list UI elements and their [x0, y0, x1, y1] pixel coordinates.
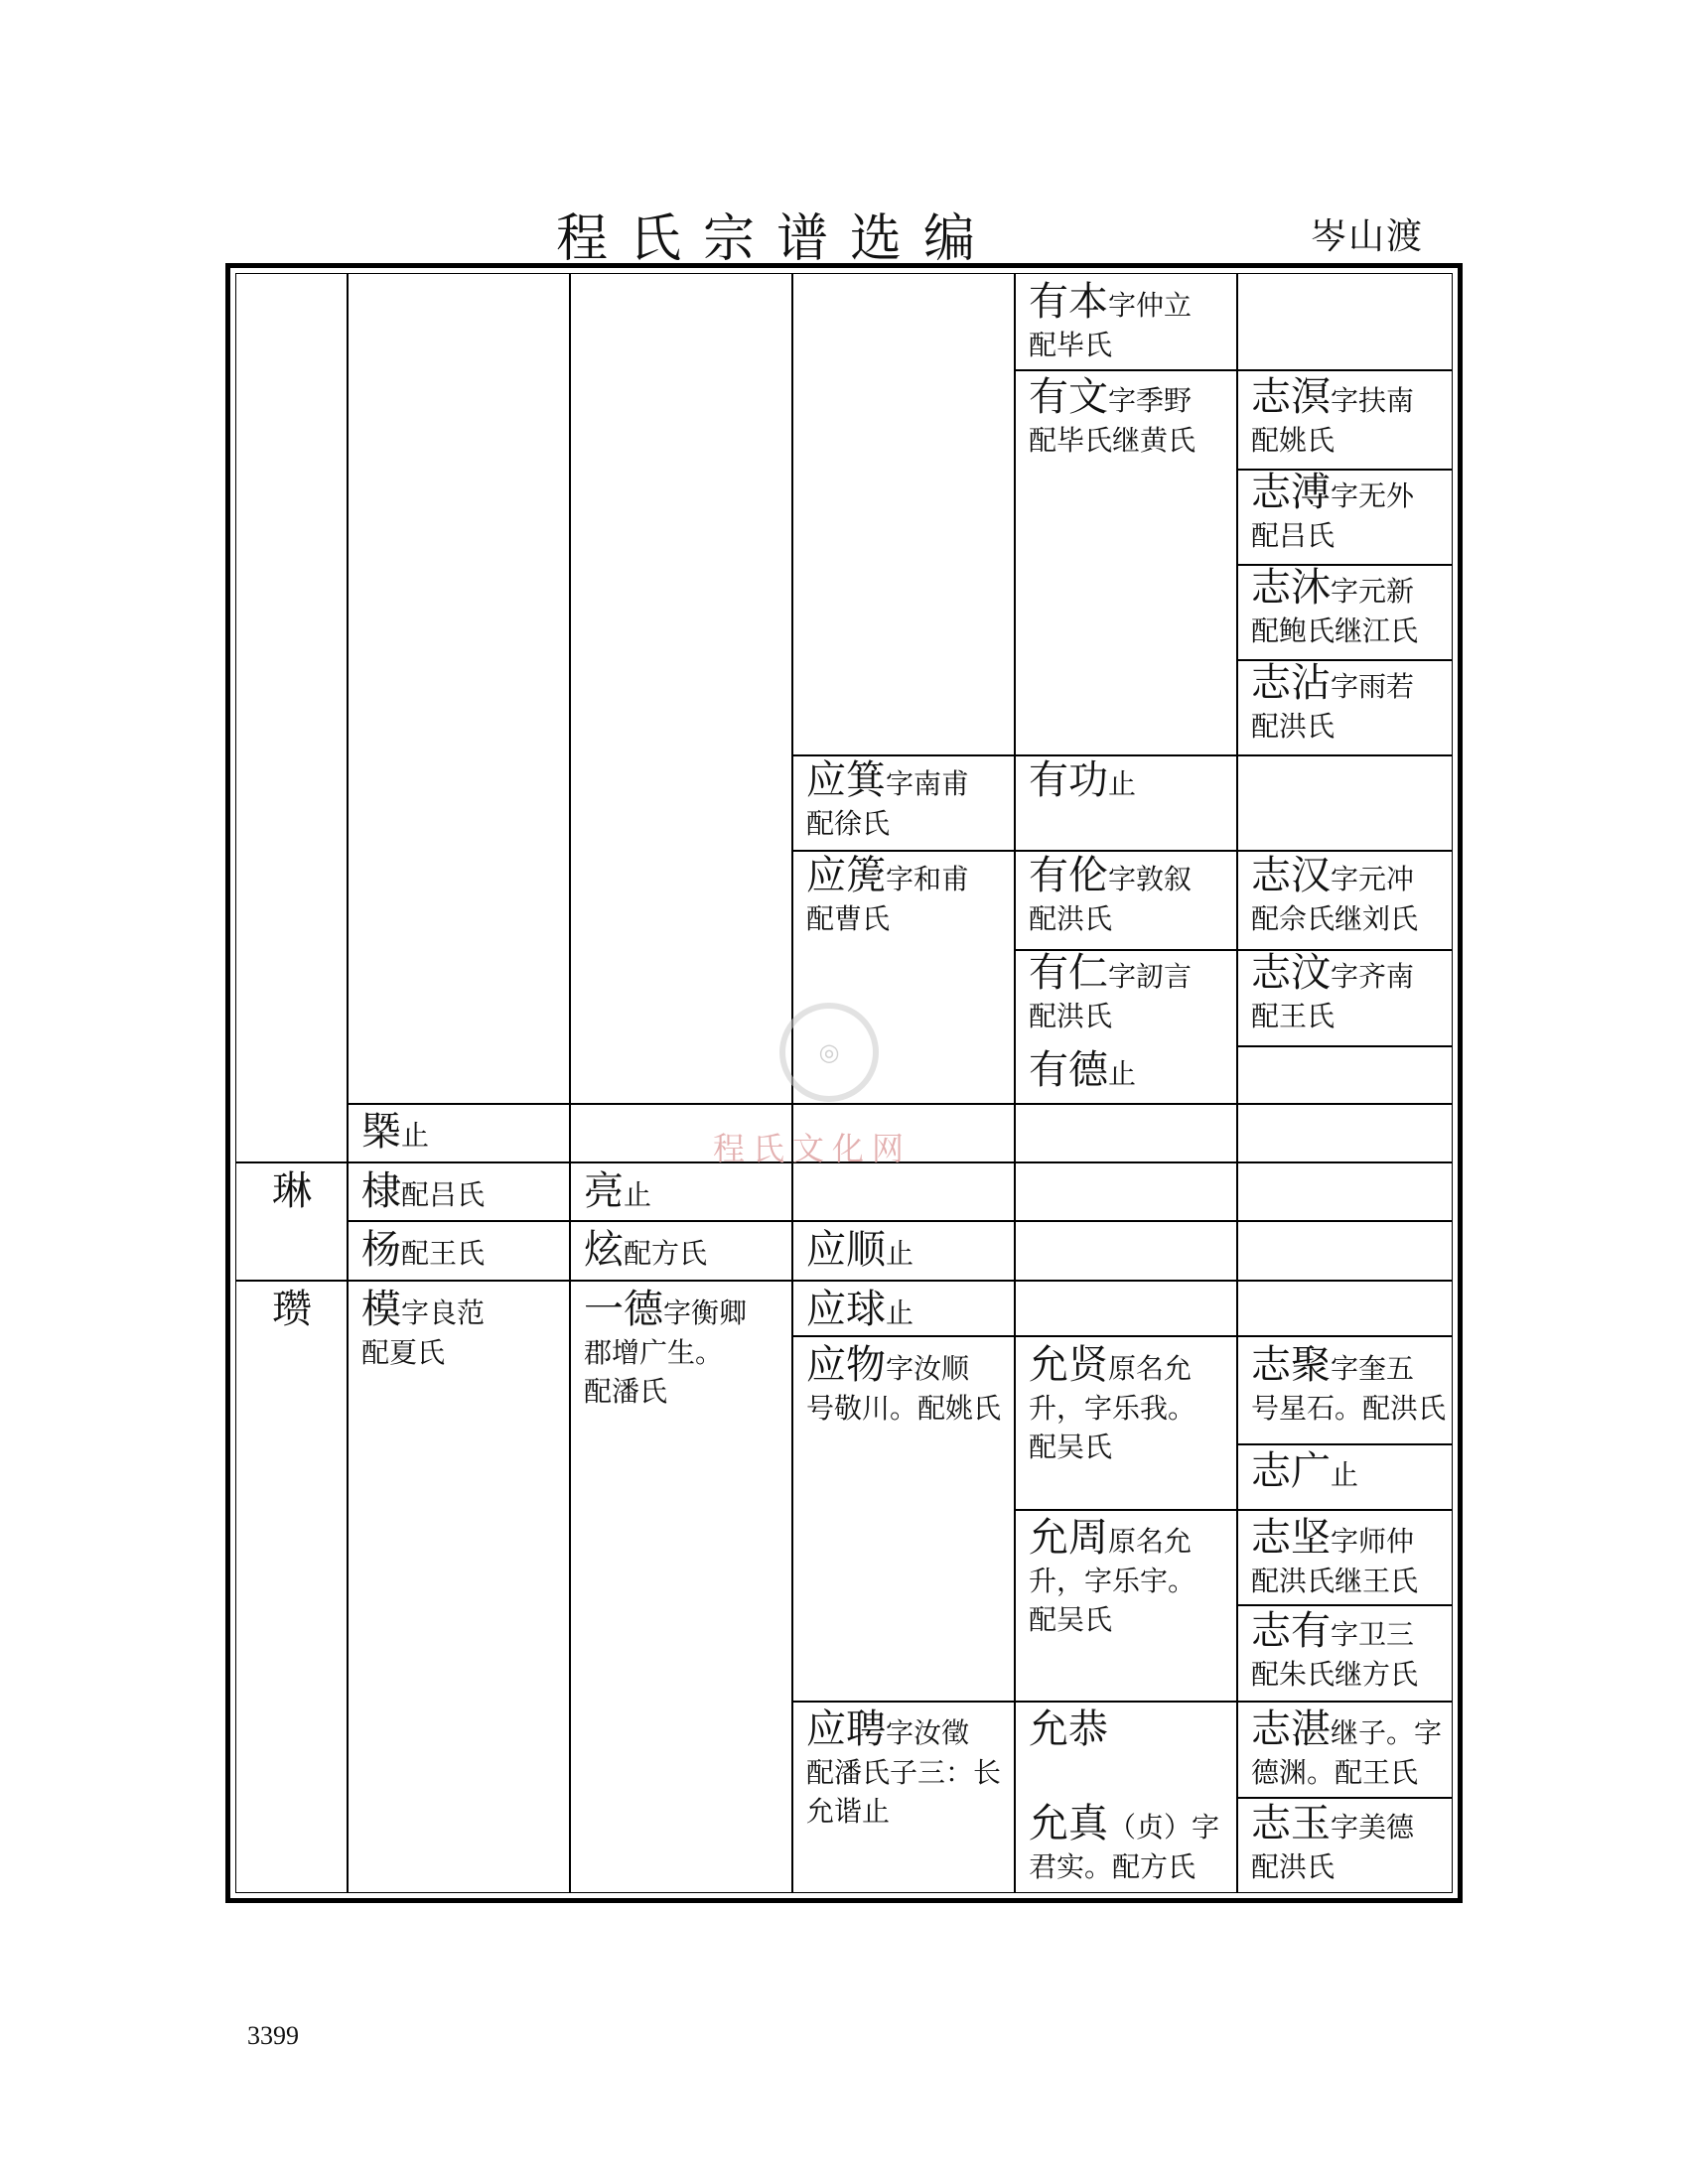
entry-zhiwen: 志汶字齐南 配王氏	[1251, 950, 1415, 1032]
entry-xuan: 炫配方氏	[584, 1227, 708, 1273]
row-line	[1236, 1045, 1453, 1047]
page-number: 3399	[247, 2021, 299, 2050]
entry-di: 棣配吕氏	[361, 1168, 486, 1214]
entry-zhipu: 志溥字无外 配吕氏	[1251, 470, 1415, 552]
entry-zhiyou: 志有字卫三 配朱氏继方氏	[1251, 1608, 1419, 1691]
entry-youlun: 有伦字敦叙 配洪氏	[1029, 853, 1193, 935]
row-line	[1014, 1509, 1453, 1511]
row-line	[1014, 369, 1453, 371]
column-line	[347, 273, 349, 1893]
row-line	[791, 850, 1453, 852]
entry-yungong: 允恭	[1029, 1706, 1108, 1752]
entry-zhiming: 志溟字扶南 配姚氏	[1251, 374, 1415, 457]
row-line	[235, 1280, 1453, 1282]
column-line	[569, 273, 571, 1893]
entry-yide: 一德字衡卿 郡增广生。 配潘氏	[584, 1287, 748, 1408]
seal-logo: ◎	[779, 1003, 879, 1102]
entry-yingji: 应箕字南甫 配徐氏	[806, 757, 970, 840]
entry-yougong: 有功止	[1029, 757, 1137, 803]
entry-zhihan: 志汉字元冲 配佘氏继刘氏	[1251, 853, 1419, 935]
row-line	[347, 1220, 1453, 1222]
entry-zhiyu: 志玉字美德 配洪氏	[1251, 1801, 1415, 1883]
entry-yingshun: 应顺止	[806, 1227, 914, 1273]
entry-zhiguang: 志广止	[1251, 1448, 1359, 1494]
entry-yingchi: 应箎字和甫 配曹氏	[806, 853, 970, 935]
entry-youwen: 有文字季野 配毕氏继黄氏	[1029, 374, 1196, 457]
entry-zhizhan-2: 志沾字雨若 配洪氏	[1251, 660, 1415, 743]
entry-yunxian: 允贤原名允 升，字乐我。 配吴氏	[1029, 1342, 1196, 1463]
entry-liang: 亮止	[584, 1168, 652, 1214]
row-line	[347, 1103, 1453, 1105]
row-line	[1236, 1604, 1453, 1606]
entry-zhizhan: 志湛继子。字 德渊。配王氏	[1251, 1706, 1443, 1789]
entry-youde: 有德止	[1029, 1047, 1137, 1093]
entry-zan: 瓒	[272, 1287, 312, 1332]
entry-zhiju: 志聚字奎五 号星石。配洪氏	[1251, 1342, 1447, 1425]
entry-lin: 琳	[272, 1168, 312, 1214]
region-label: 岑山渡	[1311, 216, 1425, 257]
row-line	[1236, 1443, 1453, 1445]
entry-youben: 有本字仲立 配毕氏	[1029, 279, 1193, 361]
entry-gai: 槩止	[361, 1109, 430, 1155]
column-line	[1014, 273, 1016, 1893]
entry-yunzhou: 允周原名允 升，字乐宇。 配吴氏	[1029, 1515, 1196, 1636]
entry-yang: 杨配王氏	[361, 1227, 486, 1273]
row-line	[791, 1335, 1453, 1337]
watermark-text: 程氏文化网	[713, 1130, 913, 1167]
entry-yunzhen: 允真（贞）字 君实。配方氏	[1029, 1801, 1220, 1883]
entry-yingqiu: 应球止	[806, 1287, 914, 1332]
entry-yingwu: 应物字汝顺 号敬川。配姚氏	[806, 1342, 1002, 1425]
column-line	[1236, 273, 1238, 1893]
page-title: 程氏宗谱选编	[556, 209, 998, 269]
entry-yingpin: 应聘字汝徵 配潘氏子三：长 允谐止	[806, 1706, 1002, 1828]
row-line	[791, 1701, 1453, 1703]
entry-zhijian: 志坚字师仲 配洪氏继王氏	[1251, 1515, 1419, 1597]
entry-zhimu: 志沐字元新 配鲍氏继江氏	[1251, 565, 1419, 647]
row-line	[1236, 1797, 1453, 1799]
row-line	[791, 754, 1453, 756]
entry-mo: 模字良范 配夏氏	[361, 1287, 486, 1369]
entry-youren: 有仁字訒言 配洪氏	[1029, 950, 1193, 1032]
